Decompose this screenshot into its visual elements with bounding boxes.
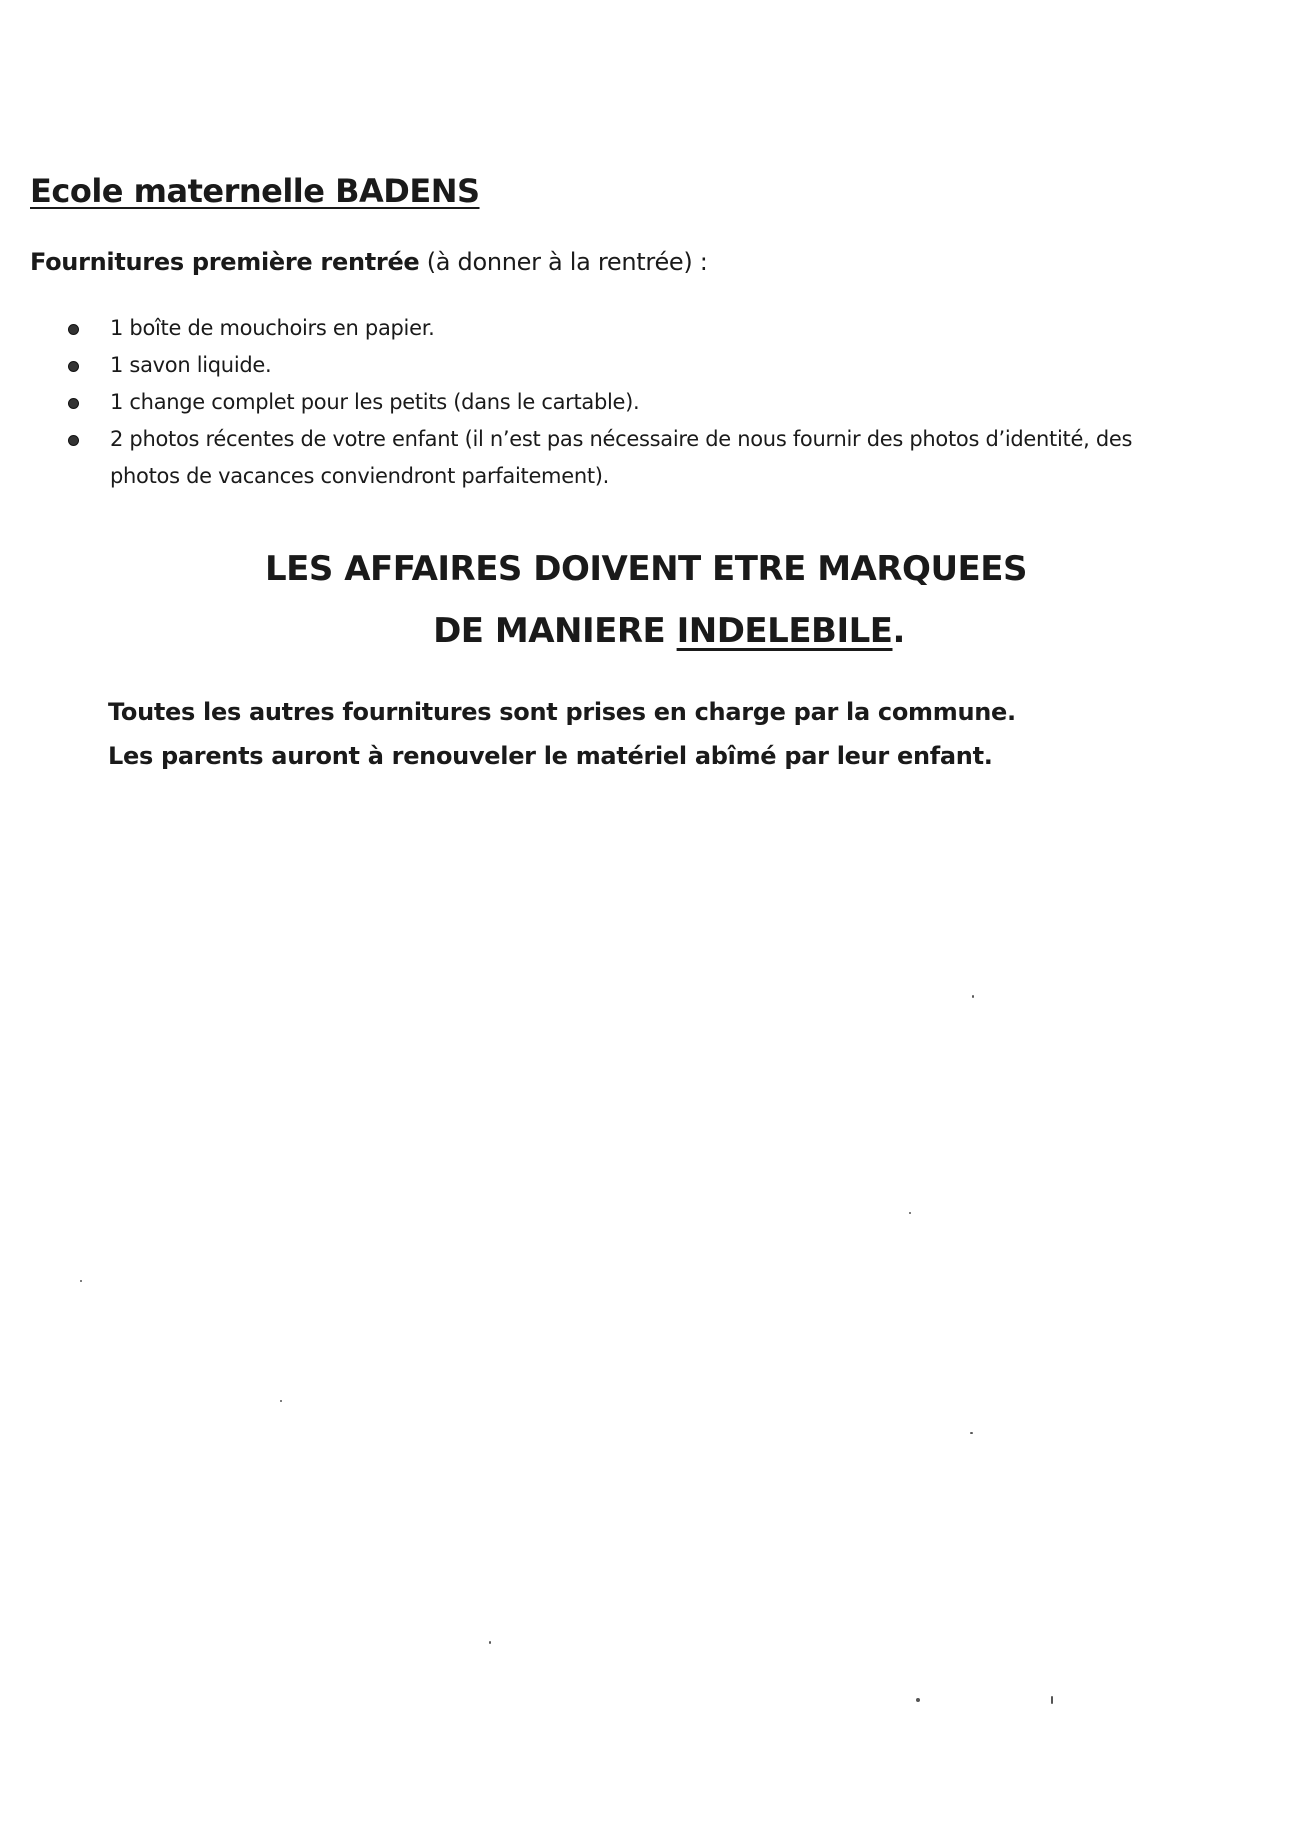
scan-speck xyxy=(80,1280,82,1282)
supplies-heading-bold: Fournitures première rentrée xyxy=(30,248,420,276)
list-item xyxy=(66,421,1146,495)
marking-notice xyxy=(0,538,1292,662)
scan-speck xyxy=(970,1432,973,1434)
notice-line-2-prefix: DE MANIERE xyxy=(433,611,677,651)
closing-line-1: Toutes les autres fournitures sont prises en charge par la commune. xyxy=(108,698,1016,726)
list-item xyxy=(66,347,1146,384)
supply-item-text: 1 boîte de mouchoirs en papier. xyxy=(110,316,435,340)
supply-item-text: 1 change complet pour les petits (dans le cartable). xyxy=(110,390,640,414)
notice-line-2 xyxy=(0,600,1292,662)
supply-item-text: 1 savon liquide. xyxy=(110,353,272,377)
scan-speck xyxy=(280,1400,282,1402)
scan-speck xyxy=(972,995,974,998)
bullet-icon xyxy=(68,324,79,335)
school-title: Ecole maternelle BADENS xyxy=(30,172,480,210)
scan-speck xyxy=(909,1212,911,1214)
closing-line-2: Les parents auront à renouveler le matériel abîmé par leur enfant. xyxy=(108,742,993,770)
bullet-icon xyxy=(68,398,79,409)
scan-speck xyxy=(1051,1696,1053,1704)
supplies-heading-note: (à donner à la rentrée) : xyxy=(419,248,708,276)
bullet-icon xyxy=(68,435,79,446)
bullet-icon xyxy=(68,361,79,372)
list-item xyxy=(66,310,1146,347)
notice-line-1: LES AFFAIRES DOIVENT ETRE MARQUEES xyxy=(264,549,1027,589)
list-item xyxy=(66,384,1146,421)
supplies-heading xyxy=(30,248,708,276)
supply-list xyxy=(66,310,1146,495)
scan-speck xyxy=(489,1641,491,1644)
notice-line-2-suffix: . xyxy=(892,611,905,651)
scan-speck xyxy=(916,1698,920,1702)
closing-paragraph xyxy=(108,690,1016,778)
supply-item-text: 2 photos récentes de votre enfant (il n’est pas nécessaire de nous fournir des photos d’identité, des photos de vacances conviendront parfaitement). xyxy=(110,427,1133,488)
notice-emphasis: INDELEBILE xyxy=(676,611,893,651)
